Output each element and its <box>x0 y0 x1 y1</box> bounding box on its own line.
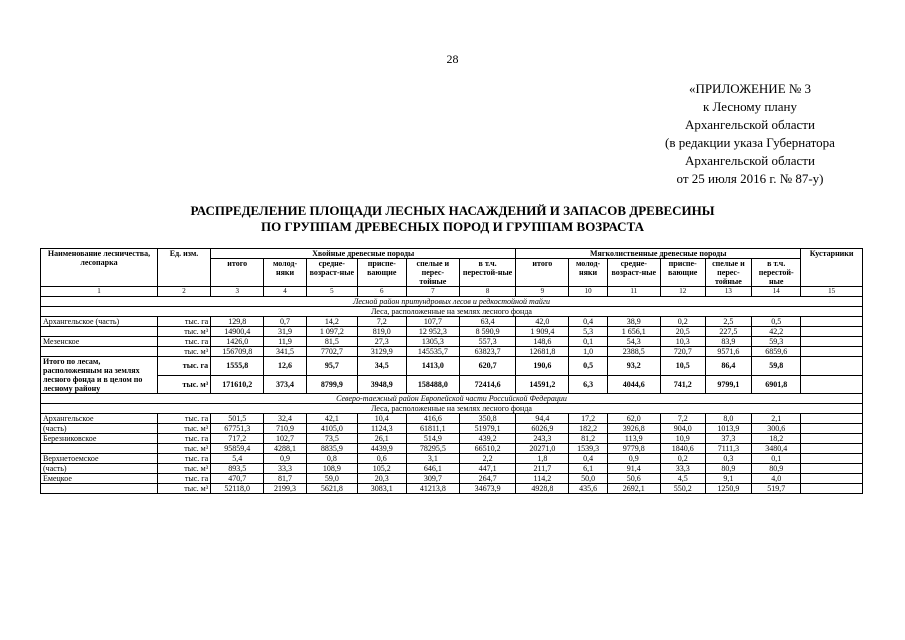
unit-label: тыс. м³ <box>157 464 210 474</box>
value-cell: 1013,9 <box>705 424 752 434</box>
value-cell: 309,7 <box>406 474 459 484</box>
column-numbers-row <box>41 287 863 297</box>
value-cell: 620,7 <box>459 357 515 376</box>
page-number: 28 <box>446 52 459 66</box>
value-cell: 61811,1 <box>406 424 459 434</box>
value-cell: 1305,3 <box>406 337 459 347</box>
value-cell: 145535,7 <box>406 347 459 357</box>
value-cell: 904,0 <box>660 424 705 434</box>
column-number: 11 <box>607 287 660 297</box>
value-cell <box>801 474 863 484</box>
value-cell: 741,2 <box>660 375 705 394</box>
value-cell: 10,9 <box>660 434 705 444</box>
value-cell: 3948,9 <box>357 375 406 394</box>
value-cell: 37,3 <box>705 434 752 444</box>
value-cell: 78295,5 <box>406 444 459 454</box>
header-conifer-total: итого <box>211 259 264 287</box>
value-cell: 0,7 <box>264 317 307 327</box>
value-cell: 59,3 <box>752 337 801 347</box>
value-cell <box>801 414 863 424</box>
table-row-volume <box>41 347 863 357</box>
value-cell <box>801 434 863 444</box>
total-row-area <box>41 357 863 376</box>
region-row <box>41 394 863 404</box>
value-cell: 5,4 <box>211 454 264 464</box>
value-cell <box>801 454 863 464</box>
value-cell: 80,9 <box>752 464 801 474</box>
unit-label: тыс. м³ <box>157 327 210 337</box>
header-shrubs: Кустарники <box>801 249 863 287</box>
total-row-volume <box>41 375 863 394</box>
value-cell: 59,0 <box>306 474 357 484</box>
value-cell: 91,4 <box>607 464 660 474</box>
value-cell: 9779,8 <box>607 444 660 454</box>
value-cell: 5621,8 <box>306 484 357 494</box>
unit-label: тыс. га <box>157 454 210 464</box>
value-cell: 94,4 <box>516 414 569 424</box>
unit-label: тыс. м³ <box>157 484 210 494</box>
column-number: 8 <box>459 287 515 297</box>
value-cell: 4928,8 <box>516 484 569 494</box>
value-cell <box>801 357 863 376</box>
value-cell: 4288,1 <box>264 444 307 454</box>
value-cell: 32,4 <box>264 414 307 424</box>
value-cell: 893,5 <box>211 464 264 474</box>
value-cell: 27,3 <box>357 337 406 347</box>
row-name-cont <box>41 327 158 337</box>
value-cell: 3129,9 <box>357 347 406 357</box>
value-cell: 4105,0 <box>306 424 357 434</box>
value-cell: 1 909,4 <box>516 327 569 337</box>
value-cell: 20,3 <box>357 474 406 484</box>
value-cell: 4,0 <box>752 474 801 484</box>
value-cell: 2,1 <box>752 414 801 424</box>
row-name-cont <box>41 484 158 494</box>
value-cell: 12,6 <box>264 357 307 376</box>
value-cell: 14,2 <box>306 317 357 327</box>
unit-label: тыс. га <box>157 317 210 327</box>
column-number: 15 <box>801 287 863 297</box>
header-conifer-maturing: приспе-вающие <box>357 259 406 287</box>
value-cell: 6026,9 <box>516 424 569 434</box>
value-cell: 373,4 <box>264 375 307 394</box>
value-cell: 83,9 <box>705 337 752 347</box>
table-row-area <box>41 337 863 347</box>
column-number: 14 <box>752 287 801 297</box>
header-conifer-mature: спелые и перес-тойные <box>406 259 459 287</box>
table-row-area <box>41 454 863 464</box>
value-cell: 34,5 <box>357 357 406 376</box>
value-cell: 11,9 <box>264 337 307 347</box>
value-cell: 51979,1 <box>459 424 515 434</box>
header-conifer-group: Хвойные древесные породы <box>211 249 516 259</box>
value-cell: 42,1 <box>306 414 357 424</box>
unit-label: тыс. м³ <box>157 444 210 454</box>
value-cell: 1124,3 <box>357 424 406 434</box>
unit-label: тыс. га <box>157 337 210 347</box>
value-cell: 17,2 <box>569 414 607 424</box>
unit-label: тыс. га <box>157 414 210 424</box>
row-name: Итого по лесам, расположенным на землях лесного фонда и в целом по лесному району <box>41 357 158 394</box>
value-cell: 107,7 <box>406 317 459 327</box>
value-cell: 42,0 <box>516 317 569 327</box>
value-cell: 9571,6 <box>705 347 752 357</box>
value-cell: 1 097,2 <box>306 327 357 337</box>
value-cell: 1,8 <box>516 454 569 464</box>
value-cell: 0,2 <box>660 317 705 327</box>
value-cell: 550,2 <box>660 484 705 494</box>
value-cell <box>801 327 863 337</box>
value-cell: 50,0 <box>569 474 607 484</box>
table-row-area <box>41 434 863 444</box>
value-cell: 26,1 <box>357 434 406 444</box>
value-cell: 819,0 <box>357 327 406 337</box>
value-cell: 0,2 <box>660 454 705 464</box>
subtitle-row <box>41 404 863 414</box>
header-unit-column: Ед. изм. <box>157 249 210 287</box>
value-cell: 42,2 <box>752 327 801 337</box>
table-row-area <box>41 414 863 424</box>
value-cell: 439,2 <box>459 434 515 444</box>
value-cell: 6901,8 <box>752 375 801 394</box>
value-cell: 1,0 <box>569 347 607 357</box>
value-cell: 7,2 <box>660 414 705 424</box>
value-cell: 1413,0 <box>406 357 459 376</box>
value-cell: 10,5 <box>660 357 705 376</box>
value-cell: 9799,1 <box>705 375 752 394</box>
value-cell: 10,3 <box>660 337 705 347</box>
value-cell: 12 952,3 <box>406 327 459 337</box>
value-cell <box>801 444 863 454</box>
value-cell: 1555,8 <box>211 357 264 376</box>
value-cell: 72414,6 <box>459 375 515 394</box>
value-cell: 66510,2 <box>459 444 515 454</box>
value-cell: 519,7 <box>752 484 801 494</box>
value-cell: 0,1 <box>752 454 801 464</box>
value-cell: 1426,0 <box>211 337 264 347</box>
value-cell: 102,7 <box>264 434 307 444</box>
column-number: 3 <box>211 287 264 297</box>
row-name: Емецкое <box>41 474 158 484</box>
value-cell: 0,6 <box>357 454 406 464</box>
value-cell <box>801 337 863 347</box>
table-row-volume <box>41 464 863 474</box>
value-cell: 3,1 <box>406 454 459 464</box>
subtitle-row <box>41 307 863 317</box>
title-line-1: РАСПРЕДЕЛЕНИЕ ПЛОЩАДИ ЛЕСНЫХ НАСАЖДЕНИЙ И ЗАПАСОВ ДРЕВЕСИНЫ <box>190 203 715 218</box>
value-cell: 50,6 <box>607 474 660 484</box>
row-name: Верхнетоемское <box>41 454 158 464</box>
value-cell: 34673,9 <box>459 484 515 494</box>
column-number: 9 <box>516 287 569 297</box>
appendix-line: Архангельской области <box>685 117 815 132</box>
value-cell: 59,8 <box>752 357 801 376</box>
value-cell: 0,1 <box>569 337 607 347</box>
value-cell: 81,2 <box>569 434 607 444</box>
value-cell: 341,5 <box>264 347 307 357</box>
value-cell: 81,7 <box>264 474 307 484</box>
header-soft-maturing: приспе-вающие <box>660 259 705 287</box>
header-soft-overmature: в т.ч. перестой-ные <box>752 259 801 287</box>
value-cell: 105,2 <box>357 464 406 474</box>
table-body <box>41 287 863 494</box>
value-cell: 2692,1 <box>607 484 660 494</box>
value-cell: 6859,6 <box>752 347 801 357</box>
table-row-volume <box>41 327 863 337</box>
value-cell: 12681,8 <box>516 347 569 357</box>
header-soft-middle-aged: средне-возраст-ные <box>607 259 660 287</box>
value-cell: 646,1 <box>406 464 459 474</box>
value-cell: 182,2 <box>569 424 607 434</box>
appendix-line: «ПРИЛОЖЕНИЕ № 3 <box>688 81 812 96</box>
unit-label: тыс. м³ <box>157 347 210 357</box>
value-cell: 0,8 <box>306 454 357 464</box>
value-cell: 7702,7 <box>306 347 357 357</box>
value-cell <box>801 484 863 494</box>
title-line-2: ПО ГРУППАМ ДРЕВЕСНЫХ ПОРОД И ГРУППАМ ВОЗРАСТА <box>261 219 644 234</box>
column-number: 4 <box>264 287 307 297</box>
header-row-groups <box>41 249 863 259</box>
value-cell: 7,2 <box>357 317 406 327</box>
value-cell: 1539,3 <box>569 444 607 454</box>
value-cell: 8 590,9 <box>459 327 515 337</box>
unit-label: тыс. м³ <box>157 424 210 434</box>
appendix-line: (в редакции указа Губернатора <box>665 135 835 150</box>
value-cell: 95859,4 <box>211 444 264 454</box>
unit-label: тыс. га <box>157 434 210 444</box>
header-soft-young: молод-няки <box>569 259 607 287</box>
value-cell: 129,8 <box>211 317 264 327</box>
table-row-volume <box>41 484 863 494</box>
value-cell: 190,6 <box>516 357 569 376</box>
value-cell: 41213,8 <box>406 484 459 494</box>
value-cell: 6,1 <box>569 464 607 474</box>
value-cell: 86,4 <box>705 357 752 376</box>
value-cell: 93,2 <box>607 357 660 376</box>
lands-subtitle: Леса, расположенные на землях лесного фонда <box>41 307 863 317</box>
value-cell: 52118,0 <box>211 484 264 494</box>
forest-distribution-table <box>40 248 863 494</box>
value-cell: 211,7 <box>516 464 569 474</box>
value-cell <box>801 347 863 357</box>
value-cell: 5,3 <box>569 327 607 337</box>
value-cell: 4044,6 <box>607 375 660 394</box>
value-cell: 3083,1 <box>357 484 406 494</box>
column-number: 13 <box>705 287 752 297</box>
value-cell: 0,9 <box>607 454 660 464</box>
value-cell: 14900,4 <box>211 327 264 337</box>
value-cell: 113,9 <box>607 434 660 444</box>
row-name-cont: (часть) <box>41 464 158 474</box>
value-cell: 148,6 <box>516 337 569 347</box>
unit-label: тыс. м³ <box>157 375 210 394</box>
row-name: Архангельское <box>41 414 158 424</box>
table-row-area <box>41 474 863 484</box>
value-cell: 4439,9 <box>357 444 406 454</box>
value-cell: 470,7 <box>211 474 264 484</box>
header-soft-mature: спелые и перес-тойные <box>705 259 752 287</box>
value-cell: 0,5 <box>752 317 801 327</box>
column-number: 6 <box>357 287 406 297</box>
value-cell: 31,9 <box>264 327 307 337</box>
value-cell: 501,5 <box>211 414 264 424</box>
value-cell: 3480,4 <box>752 444 801 454</box>
value-cell: 158488,0 <box>406 375 459 394</box>
value-cell: 717,2 <box>211 434 264 444</box>
value-cell: 2,5 <box>705 317 752 327</box>
value-cell: 63,4 <box>459 317 515 327</box>
row-name: Мезенское <box>41 337 158 347</box>
value-cell: 350,8 <box>459 414 515 424</box>
row-name-cont: (часть) <box>41 424 158 434</box>
value-cell: 0,9 <box>264 454 307 464</box>
appendix-line: к Лесному плану <box>702 99 797 114</box>
value-cell <box>801 464 863 474</box>
value-cell: 63823,7 <box>459 347 515 357</box>
header-conifer-middle-aged: средне-возраст-ные <box>306 259 357 287</box>
value-cell: 8835,9 <box>306 444 357 454</box>
column-number: 12 <box>660 287 705 297</box>
value-cell: 1 656,1 <box>607 327 660 337</box>
value-cell: 514,9 <box>406 434 459 444</box>
value-cell: 18,2 <box>752 434 801 444</box>
value-cell: 9,1 <box>705 474 752 484</box>
value-cell: 227,5 <box>705 327 752 337</box>
value-cell: 114,2 <box>516 474 569 484</box>
value-cell: 62,0 <box>607 414 660 424</box>
appendix-line: Архангельской области <box>685 153 815 168</box>
value-cell: 80,9 <box>705 464 752 474</box>
value-cell: 73,5 <box>306 434 357 444</box>
value-cell: 67751,3 <box>211 424 264 434</box>
value-cell: 2199,3 <box>264 484 307 494</box>
column-number: 2 <box>157 287 210 297</box>
row-name: Березниковское <box>41 434 158 444</box>
value-cell: 38,9 <box>607 317 660 327</box>
value-cell: 557,3 <box>459 337 515 347</box>
unit-label: тыс. га <box>157 474 210 484</box>
value-cell: 0,3 <box>705 454 752 464</box>
value-cell: 2388,5 <box>607 347 660 357</box>
value-cell: 264,7 <box>459 474 515 484</box>
value-cell: 33,3 <box>660 464 705 474</box>
value-cell: 300,6 <box>752 424 801 434</box>
value-cell: 1840,6 <box>660 444 705 454</box>
table-row-area <box>41 317 863 327</box>
appendix-note <box>600 80 900 188</box>
value-cell: 95,7 <box>306 357 357 376</box>
value-cell: 720,7 <box>660 347 705 357</box>
value-cell: 0,4 <box>569 317 607 327</box>
value-cell: 14591,2 <box>516 375 569 394</box>
document-title <box>0 203 905 235</box>
table-row-volume <box>41 444 863 454</box>
region-title: Северо-таежный район Европейской части Российской Федерации <box>41 394 863 404</box>
region-title: Лесной район притундровых лесов и редкостойной тайги <box>41 297 863 307</box>
region-row <box>41 297 863 307</box>
header-soft-total: итого <box>516 259 569 287</box>
row-name: Архангельское (часть) <box>41 317 158 327</box>
unit-label: тыс. га <box>157 357 210 376</box>
value-cell: 0,5 <box>569 357 607 376</box>
value-cell <box>801 375 863 394</box>
value-cell <box>801 317 863 327</box>
value-cell: 710,9 <box>264 424 307 434</box>
header-conifer-overmature: в т.ч. перестой-ные <box>459 259 515 287</box>
value-cell: 81,5 <box>306 337 357 347</box>
value-cell: 7111,3 <box>705 444 752 454</box>
value-cell: 0,4 <box>569 454 607 464</box>
value-cell: 108,9 <box>306 464 357 474</box>
value-cell: 243,3 <box>516 434 569 444</box>
row-name-cont <box>41 347 158 357</box>
value-cell <box>801 424 863 434</box>
value-cell: 435,6 <box>569 484 607 494</box>
value-cell: 3926,8 <box>607 424 660 434</box>
column-number: 1 <box>41 287 158 297</box>
row-name-cont <box>41 444 158 454</box>
value-cell: 447,1 <box>459 464 515 474</box>
table-row-volume <box>41 424 863 434</box>
value-cell: 6,3 <box>569 375 607 394</box>
value-cell: 33,3 <box>264 464 307 474</box>
value-cell: 20271,0 <box>516 444 569 454</box>
value-cell: 10,4 <box>357 414 406 424</box>
value-cell: 8,0 <box>705 414 752 424</box>
header-softwood-group: Мягколиственные древесные породы <box>516 249 801 259</box>
value-cell: 171610,2 <box>211 375 264 394</box>
lands-subtitle: Леса, расположенные на землях лесного фонда <box>41 404 863 414</box>
value-cell: 8799,9 <box>306 375 357 394</box>
value-cell: 2,2 <box>459 454 515 464</box>
value-cell: 416,6 <box>406 414 459 424</box>
header-conifer-young: молод-няки <box>264 259 307 287</box>
value-cell: 20,5 <box>660 327 705 337</box>
column-number: 7 <box>406 287 459 297</box>
column-number: 5 <box>306 287 357 297</box>
value-cell: 54,3 <box>607 337 660 347</box>
header-name-column: Наименование лесничества, лесопарка <box>41 249 158 287</box>
value-cell: 4,5 <box>660 474 705 484</box>
value-cell: 1250,9 <box>705 484 752 494</box>
column-number: 10 <box>569 287 607 297</box>
appendix-line: от 25 июля 2016 г. № 87-у) <box>676 171 824 186</box>
value-cell: 156709,8 <box>211 347 264 357</box>
